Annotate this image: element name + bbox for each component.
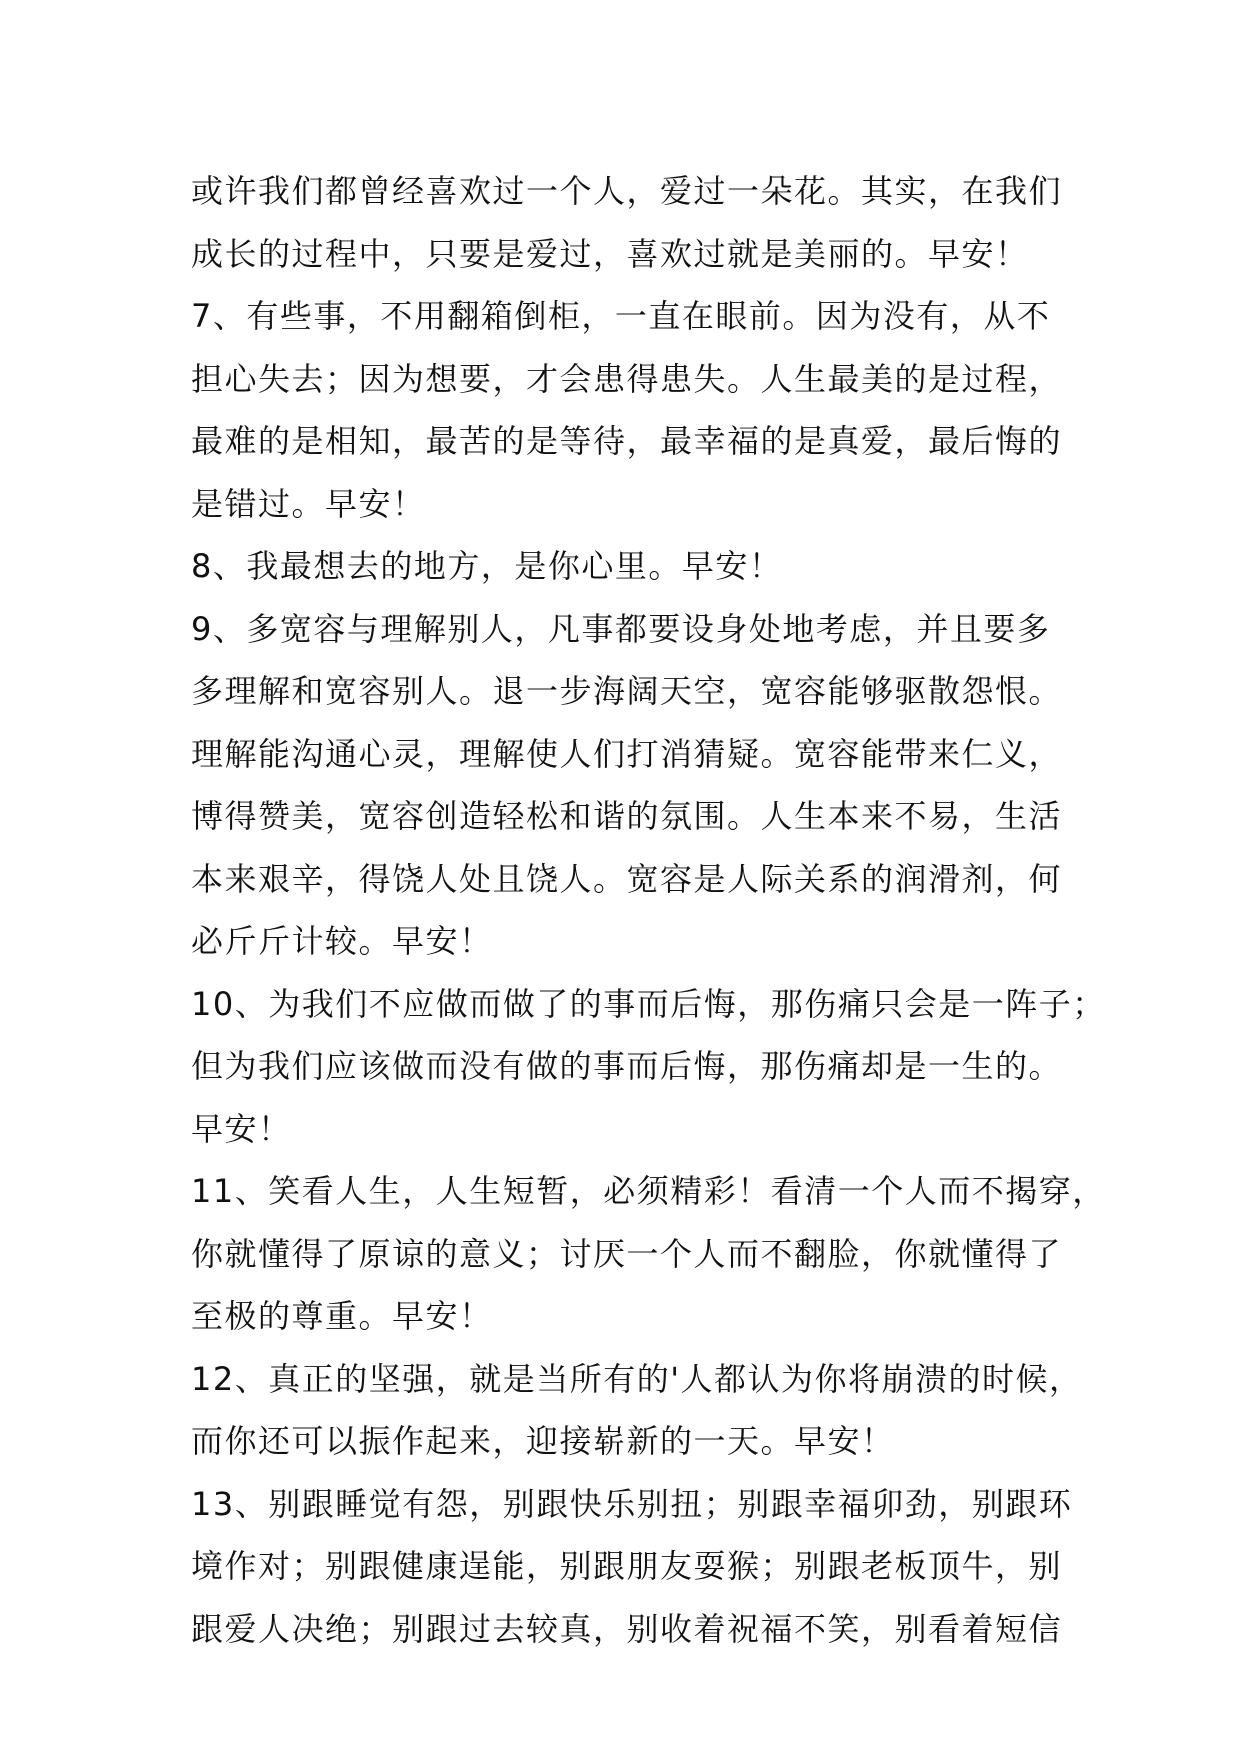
text-line: 理解能沟通心灵，理解使人们打消猜疑。宽容能带来仁义，	[191, 734, 1063, 773]
text-line: 境作对；别跟健康逞能，别跟朋友耍猴；别跟老板顶牛，别	[191, 1547, 1063, 1585]
body-text	[191, 160, 1106, 1660]
text-line: 7、有些事，不用翻箱倒柜，一直在眼前。因为没有，从不	[191, 297, 1051, 335]
text-line: 最难的是相知，最苦的是等待，最幸福的是真爱，最后悔的	[191, 422, 1063, 460]
text-line: 成长的过程中，只要是爱过，喜欢过就是美丽的。早安！	[191, 234, 1029, 273]
text-line: 是错过。早安！	[191, 484, 426, 523]
text-line: 本来艰辛，得饶人处且饶人。宽容是人际关系的润滑剂，何	[191, 859, 1063, 898]
text-line: 至极的尊重。早安！	[191, 1297, 493, 1335]
text-line: 多理解和宽容别人。退一步海阔天空，宽容能够驱散怨恨。	[191, 672, 1063, 710]
text-line: 跟爱人决绝；别跟过去较真，别收着祝福不笑，别看着短信	[191, 1609, 1063, 1648]
text-line: 担心失去；因为想要，才会患得患失。人生最美的是过程，	[191, 359, 1063, 398]
text-line: 10、为我们不应做而做了的事而后悔，那伤痛只会是一阵子；	[191, 984, 1106, 1023]
text-line: 13、别跟睡觉有怨，别跟快乐别扭；别跟幸福卯劲，别跟环	[191, 1484, 1073, 1523]
text-line: 必斤斤计较。早安！	[191, 922, 493, 960]
text-line: 或许我们都曾经喜欢过一个人，爱过一朵花。其实，在我们	[191, 172, 1063, 210]
text-line: 11、笑看人生，人生短暂，必须精彩！看清一个人而不揭穿，	[191, 1172, 1106, 1210]
text-line: 12、真正的坚强，就是当所有的'人都认为你将崩溃的时候，	[191, 1359, 1083, 1398]
text-line: 但为我们应该做而没有做的事而后悔，那伤痛却是一生的。	[191, 1047, 1063, 1085]
text-line: 早安！	[191, 1109, 292, 1148]
text-line: 9、多宽容与理解别人，凡事都要设身处地考虑，并且要多	[191, 609, 1051, 648]
text-line: 8、我最想去的地方，是你心里。早安！	[191, 547, 783, 585]
text-line: 博得赞美，宽容创造轻松和谐的氛围。人生本来不易，生活	[191, 797, 1063, 835]
text-line: 而你还可以振作起来，迎接崭新的一天。早安！	[191, 1422, 895, 1460]
text-line: 你就懂得了原谅的意义；讨厌一个人而不翻脸，你就懂得了	[191, 1234, 1063, 1273]
